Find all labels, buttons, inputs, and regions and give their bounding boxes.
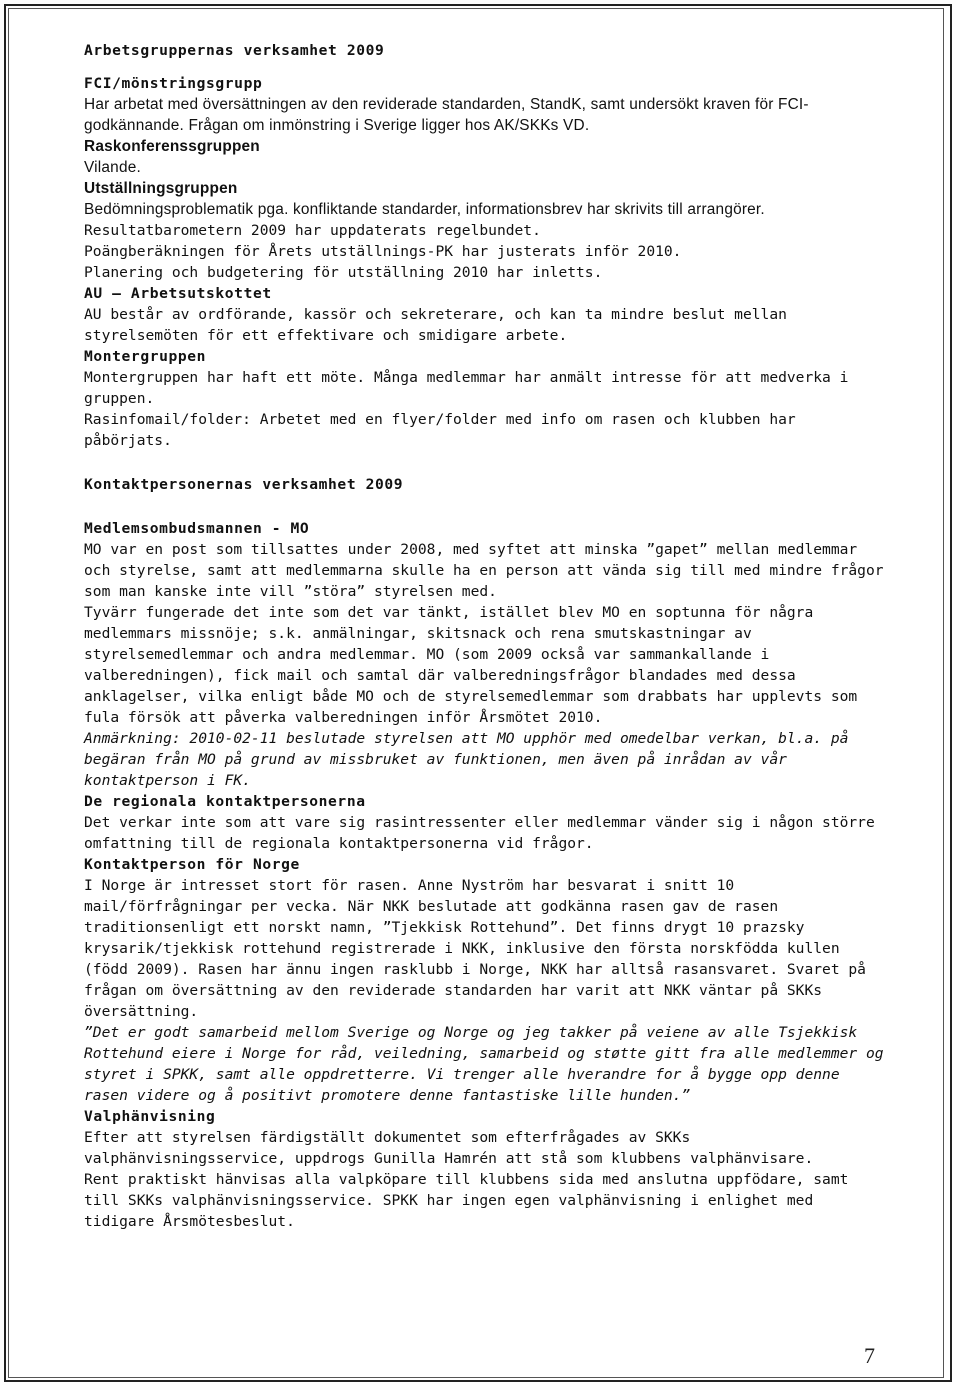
utstallning-paragraph-3: Poängberäkningen för Årets utställnings-PK har justerats inför 2010. [84, 243, 682, 260]
raskonferens-paragraph: Vilande. [84, 159, 141, 176]
valphanvisning-paragraph-2: Rent praktiskt hänvisas alla valpköpare till klubbens sida med anslutna uppfödare, samt till SKKs valphänvisningsservice. SPKK har ingen egen valphänvisning i enlighet med tidigare Årsmötesbeslut. [84, 1171, 849, 1230]
section-title-kontaktpersoner: Kontaktpersonernas verksamhet 2009 [84, 476, 404, 493]
heading-utstallning: Utställningsgruppen [84, 180, 238, 197]
mo-note: Anmärkning: 2010-02-11 beslutade styrelsen att MO upphör med omedelbar verkan, bl.a. på begäran från MO på grund av missbruket av funktionen, men även på inrådan av vår kontaktperson i FK. [84, 730, 849, 789]
mo-paragraph-2: Tyvärr fungerade det inte som det var tänkt, istället blev MO en soptunna för några medlemmars missnöje; s.k. anmälningar, skitsnack och rena smutskastningar av styrelsemedlemmar och andra medlemmar. MO (som 2009 också var sammankallande i valberedningen), fick mail och samtal där valberedningsfrågor blandades med dessa anklagelser, vilka enligt både MO och de styrelsemedlemmar som drabbats har upplevts som fula försök att påverka valberedningen inför Årsmötet 2010. [84, 604, 858, 726]
heading-raskonferens: Raskonferenssgruppen [84, 138, 260, 155]
regionala-paragraph: Det verkar inte som att vare sig rasintressenter eller medlemmar vänder sig i någon större omfattning till de regionala kontaktpersonerna vid frågor. [84, 814, 875, 852]
norge-quote: ”Det er godt samarbeid mellom Sverige og Norge og jeg takker på veiene av alle Tsjekkisk Rottehund eiere i Norge for råd, veiledning, samarbeid og støtte gitt fra alle medlemmer og styret i SPKK, samt alle oppdretterre. Vi trenger alle hverandre for å bygge opp denne rasen videre og å positivt promotere denne fantastiske lille hunden.” [84, 1024, 884, 1104]
utstallning-paragraph-1: Bedömningsproblematik pga. konfliktande standarder, informationsbrev har skrivits till arrangörer. [84, 201, 765, 218]
fci-paragraph: Har arbetat med översättningen av den reviderade standarden, StandK, samt undersökt kraven för FCI-godkännande. Frågan om inmönstring i Sverige ligger hos AK/SKKs VD. [84, 96, 809, 134]
montergruppen-paragraph: Montergruppen har haft ett möte. Många medlemmar har anmält intresse för att medverka i gruppen. [84, 369, 849, 407]
heading-mo: Medlemsombudsmannen - MO [84, 520, 310, 537]
valphanvisning-paragraph-1: Efter att styrelsen färdigställt dokumentet som efterfrågades av SKKs valphänvisningsservice, uppdrogs Gunilla Hamrén att stå som klubbens valphänvisare. [84, 1129, 814, 1167]
utstallning-paragraph-2: Resultatbarometern 2009 har uppdaterats regelbundet. [84, 222, 541, 239]
rasinfo-paragraph: Rasinfomail/folder: Arbetet med en flyer/folder med info om rasen och klubben har påbörjats. [84, 411, 796, 449]
section-title-arbetsgrupper: Arbetsgruppernas verksamhet 2009 [84, 42, 385, 59]
heading-valphanvisning: Valphänvisning [84, 1108, 216, 1125]
heading-regionala: De regionala kontaktpersonerna [84, 793, 366, 810]
utstallning-paragraph-4: Planering och budgetering för utställning 2010 har inletts. [84, 264, 603, 281]
page-number: 7 [864, 1343, 875, 1368]
au-paragraph: AU består av ordförande, kassör och sekreterare, och kan ta mindre beslut mellan styrelsemöten för ett effektivare och smidigare arbete. [84, 306, 787, 344]
heading-fci: FCI/mönstringsgrupp [84, 75, 263, 92]
mo-paragraph-1: MO var en post som tillsattes under 2008, med syftet att minska ”gapet” mellan medlemmar och styrelse, samt att medlemmarna skulle ha en person att vända sig till med mindre frågor som man kanske inte vill ”störa” styrelsen med. [84, 541, 884, 600]
heading-norge: Kontaktperson för Norge [84, 856, 300, 873]
norge-paragraph: I Norge är intresset stort för rasen. Anne Nyström har besvarat i snitt 10 mail/förfrågningar per vecka. När NKK beslutade att godkänna rasen gav de rasen traditionsenligt ett norskt namn, ”Tjekkisk Rottehund”. Det finns drygt 10 prazsky krysarik/tjekkisk rottehund registrerade i NKK, inklusive den första norskfödda kullen (född 2009). Rasen har ännu ingen rasklubb i Norge, NKK har alltså rasansvaret. Svaret på frågan om översättning av den reviderade standarden har varit att NKK väntar på SKKs översättning. [84, 877, 866, 1020]
heading-montergruppen: Montergruppen [84, 348, 207, 365]
heading-au: AU – Arbetsutskottet [84, 285, 272, 302]
document-body [84, 40, 884, 1232]
